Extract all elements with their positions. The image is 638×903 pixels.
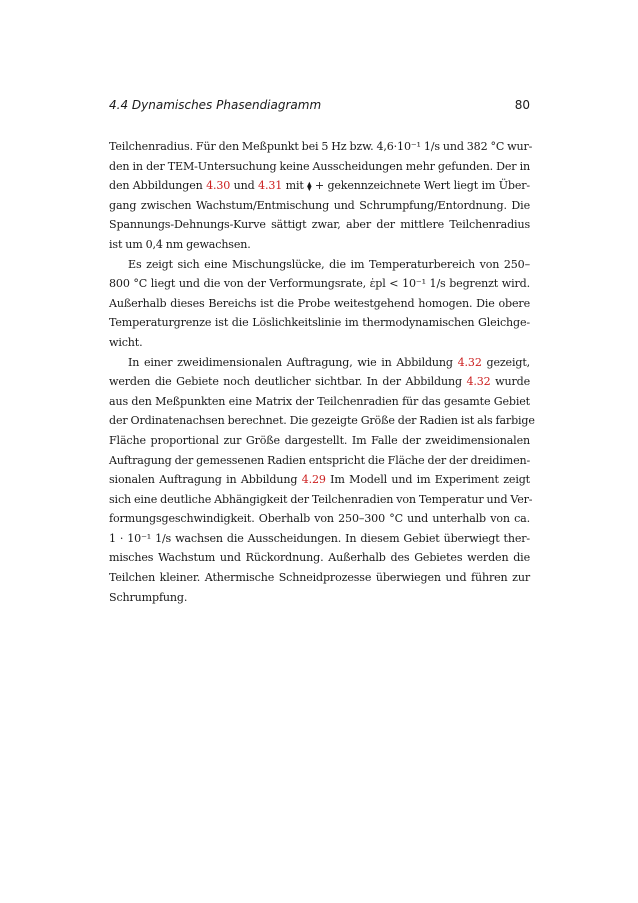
text-line: der Ordinatenachsen berechnet. Die gezeigte Größe der Radien ist als farbige: [109, 414, 535, 428]
text-line: Es zeigt sich eine Mischungslücke, die im Temperaturbereich von 250–: [128, 257, 530, 271]
page-number: 80: [514, 98, 530, 112]
text-line: misches Wachstum und Rückordnung. Außerhalb des Gebietes werden die: [109, 551, 530, 565]
text-line: Auftragung der gemessenen Radien entspricht die Fläche der der dreidimen-: [109, 453, 531, 467]
text-line: aus den Meßpunkten eine Matrix der Teilchenradien für das gesamte Gebiet: [109, 394, 530, 408]
text-line: 1 · 10⁻¹ 1/s wachsen die Ausscheidungen. In diesem Gebiet überwiegt ther-: [109, 531, 530, 545]
text-line: den Abbildungen 4.30 und 4.31 mit ⧫ + gekennzeichnete Wert liegt im Über-: [109, 179, 531, 193]
figure-reference-link[interactable]: 4.29: [301, 473, 326, 487]
text-line: Fläche proportional zur Größe dargestellt. Im Falle der zweidimensionalen: [109, 433, 530, 447]
text-line: Teilchen kleiner. Athermische Schneidprozesse überwiegen und führen zur: [109, 571, 530, 585]
text-line: den in der TEM-Untersuchung keine Ausscheidungen mehr gefunden. Der in: [109, 159, 530, 173]
figure-reference-link[interactable]: 4.32: [466, 375, 491, 389]
text-line: Teilchenradius. Für den Meßpunkt bei 5 Hz bzw. 4,6·10⁻¹ 1/s und 382 °C wur-: [109, 140, 533, 153]
figure-reference-link[interactable]: 4.32: [457, 355, 482, 369]
figure-reference-link[interactable]: 4.30: [206, 179, 231, 193]
text-line: gang zwischen Wachstum/Entmischung und Schrumpfung/Entordnung. Die: [109, 198, 530, 212]
section-title: 4.4 Dynamisches Phasendiagramm: [109, 98, 322, 112]
body-text: [109, 137, 535, 607]
text-line: Außerhalb dieses Bereichs ist die Probe weitestgehend homogen. Die obere: [109, 296, 530, 310]
diamond-marker-icon: ⧫: [307, 182, 312, 193]
text-line: sionalen Auftragung in Abbildung 4.29 Im Modell und im Experiment zeigt: [109, 473, 530, 487]
text-line: wicht.: [109, 335, 143, 349]
text-line: Temperaturgrenze ist die Löslichkeitslinie im thermodynamischen Gleichge-: [109, 316, 530, 330]
text-line: formungsgeschwindigkeit. Oberhalb von 250–300 °C und unterhalb von ca.: [109, 512, 530, 526]
running-header: [109, 96, 530, 114]
text-line: 800 °C liegt und die von der Verformungsrate, ε̇pl < 10⁻¹ 1/s begrenzt wird.: [109, 277, 530, 291]
text-line: Schrumpfung.: [109, 590, 188, 604]
text-line: sich eine deutliche Abhängigkeit der Teilchenradien von Temperatur und Ver-: [109, 492, 533, 506]
text-line: werden die Gebiete noch deutlicher sichtbar. In der Abbildung 4.32 wurde: [109, 375, 530, 389]
text-line: In einer zweidimensionalen Auftragung, wie in Abbildung 4.32 gezeigt,: [128, 355, 530, 369]
text-line: ist um 0,4 nm gewachsen.: [109, 237, 251, 251]
figure-reference-link[interactable]: 4.31: [258, 179, 283, 193]
text-line: Spannungs-Dehnungs-Kurve sättigt zwar, aber der mittlere Teilchenradius: [109, 218, 530, 232]
